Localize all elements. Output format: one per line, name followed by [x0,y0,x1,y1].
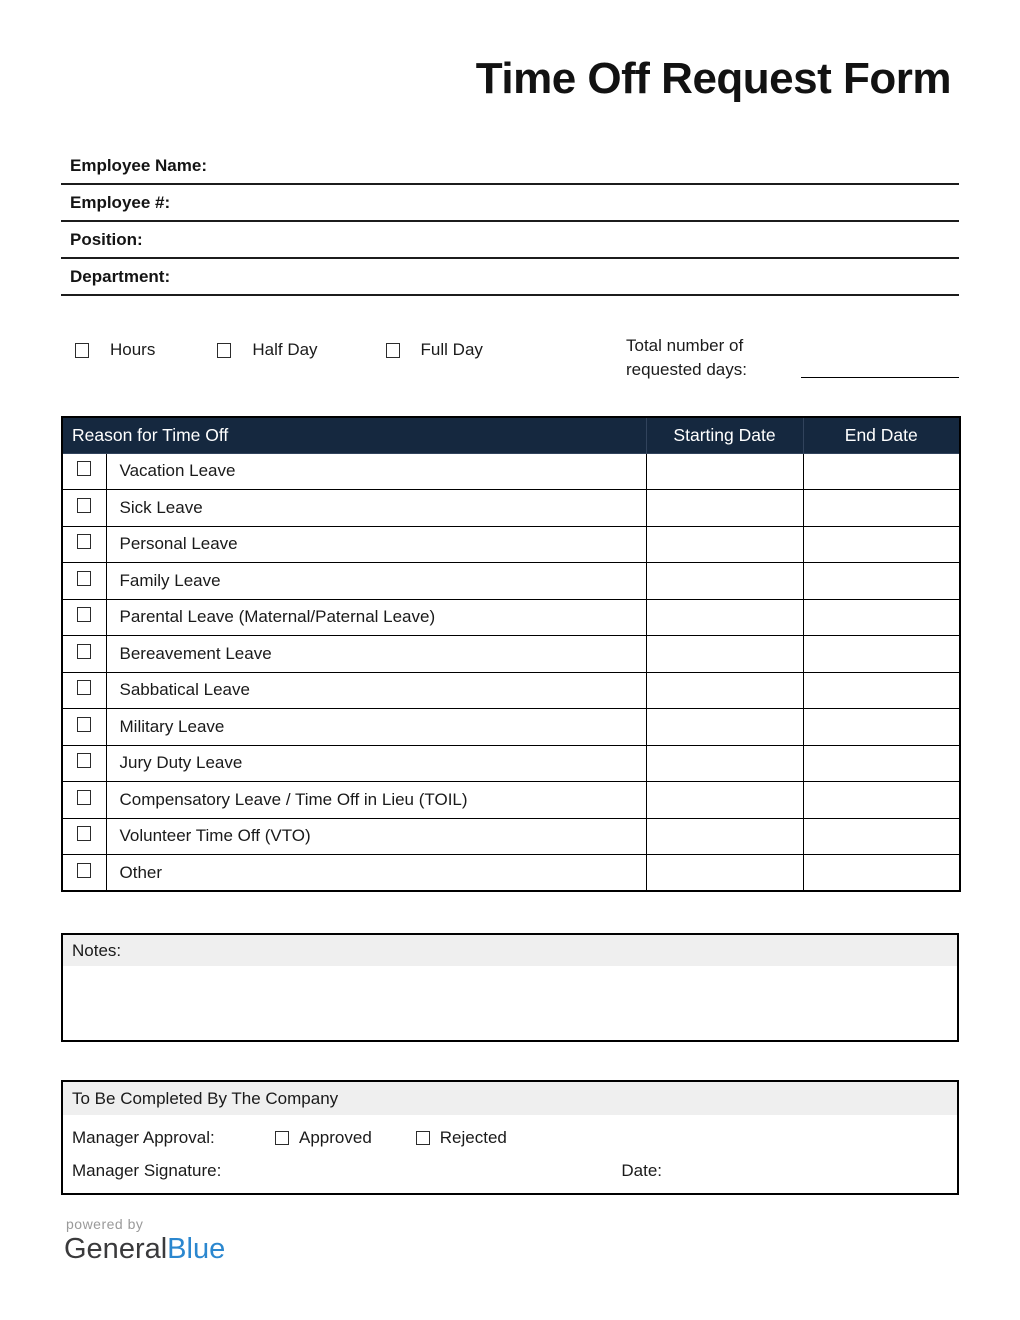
table-row [62,563,960,600]
end-date-cell[interactable] [803,855,960,892]
reason-table [61,416,961,892]
other-checkbox[interactable] [77,863,91,878]
hours-checkbox[interactable] [75,343,89,358]
employee-name-field[interactable] [61,148,959,185]
manager-signature-label[interactable]: Manager Signature: [72,1161,222,1180]
reason-label: Parental Leave (Maternal/Paternal Leave) [106,599,646,636]
manager-approval-label: Manager Approval: [72,1128,215,1147]
reason-label: Compensatory Leave / Time Off in Lieu (TOIL) [106,782,646,819]
hours-option [75,340,155,360]
reason-label: Other [106,855,646,892]
full-day-label: Full Day [420,340,483,359]
reason-label: Military Leave [106,709,646,746]
starting-date-cell[interactable] [646,818,803,855]
day-type-section [61,334,959,380]
table-row [62,453,960,490]
end-date-cell[interactable] [803,745,960,782]
total-days-input-line[interactable] [801,334,959,378]
powered-by-text: powered by [66,1216,144,1232]
starting-date-cell[interactable] [646,563,803,600]
starting-date-column-header: Starting Date [646,417,803,453]
position-label: Position: [70,229,143,249]
reason-column-header: Reason for Time Off [62,417,646,453]
bereavement-leave-checkbox[interactable] [77,644,91,659]
vacation-leave-checkbox[interactable] [77,461,91,476]
table-row [62,855,960,892]
brand-general-text: General [64,1233,168,1265]
reason-label: Family Leave [106,563,646,600]
rejected-option [416,1128,507,1148]
starting-date-cell[interactable] [646,672,803,709]
total-days-label: Total number of requested days: [626,336,747,379]
end-date-cell[interactable] [803,672,960,709]
end-date-cell[interactable] [803,782,960,819]
table-row [62,636,960,673]
total-days-group [626,334,959,382]
starting-date-cell[interactable] [646,782,803,819]
starting-date-cell[interactable] [646,599,803,636]
starting-date-cell[interactable] [646,745,803,782]
full-day-checkbox[interactable] [386,343,400,358]
brand-blue-text: Blue [167,1233,226,1265]
personal-leave-checkbox[interactable] [77,534,91,549]
table-row [62,672,960,709]
table-row [62,818,960,855]
starting-date-cell[interactable] [646,855,803,892]
sabbatical-leave-checkbox[interactable] [77,680,91,695]
position-field[interactable] [61,222,959,259]
footer-brand [61,1216,959,1266]
table-row [62,490,960,527]
starting-date-cell[interactable] [646,490,803,527]
starting-date-cell[interactable] [646,636,803,673]
reason-label: Jury Duty Leave [106,745,646,782]
starting-date-cell[interactable] [646,453,803,490]
table-row [62,782,960,819]
rejected-checkbox[interactable] [416,1131,430,1145]
reason-label: Volunteer Time Off (VTO) [106,818,646,855]
table-row [62,526,960,563]
general-blue-logo [64,1233,959,1266]
date-label[interactable]: Date: [621,1161,662,1180]
table-row [62,709,960,746]
parental-leave-checkbox[interactable] [77,607,91,622]
end-date-cell[interactable] [803,453,960,490]
end-date-cell[interactable] [803,526,960,563]
family-leave-checkbox[interactable] [77,571,91,586]
reason-table-header-row [62,417,960,453]
employee-name-label: Employee Name: [70,155,207,175]
page-title: Time Off Request Form [475,54,951,103]
end-date-cell[interactable] [803,818,960,855]
full-day-option [386,340,483,360]
end-date-column-header: End Date [803,417,960,453]
department-field[interactable] [61,259,959,296]
company-section-header: To Be Completed By The Company [63,1082,957,1115]
reason-label: Sabbatical Leave [106,672,646,709]
reason-label: Personal Leave [106,526,646,563]
half-day-label: Half Day [252,340,318,359]
reason-label: Bereavement Leave [106,636,646,673]
military-leave-checkbox[interactable] [77,717,91,732]
manager-approval-row [63,1128,957,1148]
end-date-cell[interactable] [803,599,960,636]
starting-date-cell[interactable] [646,526,803,563]
sick-leave-checkbox[interactable] [77,498,91,513]
approved-label: Approved [299,1128,372,1147]
notes-input-area[interactable] [63,966,957,1040]
reason-label: Sick Leave [106,490,646,527]
notes-section [61,933,959,1042]
approved-option [275,1128,372,1148]
starting-date-cell[interactable] [646,709,803,746]
employee-number-field[interactable] [61,185,959,222]
table-row [62,599,960,636]
end-date-cell[interactable] [803,563,960,600]
end-date-cell[interactable] [803,490,960,527]
employee-number-label: Employee #: [70,192,171,212]
manager-signature-row [63,1161,957,1181]
end-date-cell[interactable] [803,636,960,673]
table-row [62,745,960,782]
notes-label: Notes: [63,935,957,966]
employee-info-section [61,148,959,296]
reason-label: Vacation Leave [106,453,646,490]
compensatory-leave-checkbox[interactable] [77,790,91,805]
half-day-option [217,340,317,360]
hours-label: Hours [110,340,156,359]
department-label: Department: [70,266,171,286]
end-date-cell[interactable] [803,709,960,746]
jury-duty-leave-checkbox[interactable] [77,753,91,768]
approved-checkbox[interactable] [275,1131,289,1145]
company-section [61,1080,959,1195]
volunteer-time-off-checkbox[interactable] [77,826,91,841]
half-day-checkbox[interactable] [217,343,231,358]
rejected-label: Rejected [439,1128,507,1147]
